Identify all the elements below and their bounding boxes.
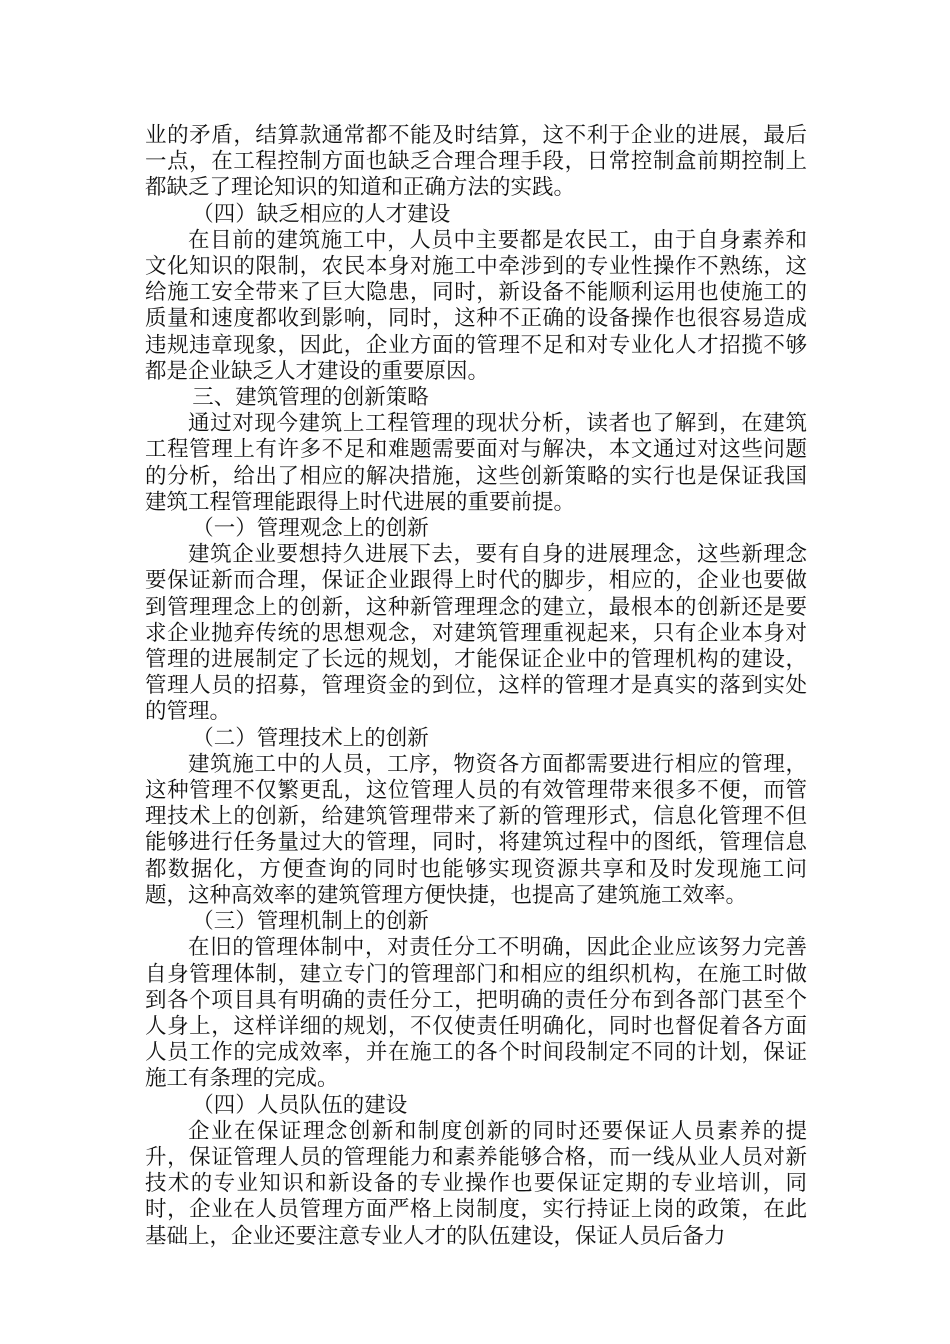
section-heading-mechanism-innovation: （三）管理机制上的创新	[192, 909, 429, 935]
paragraph: 在目前的建筑施工中，人员中主要都是农民工，由于自身素养和文化知识的限制，农民本身对施工中牵涉到的专业性操作不熟练，这给施工安全带来了巨大隐患，同时，新设备不能顺利运用也使施工的质量和速度都收到影响，同时，这种不正确的设备操作也很容易造成违规违章现象，因此，企业方面的管理不足和对专业化人才招揽不够都是企业缺乏人才建设的重要原因。	[145, 227, 807, 384]
paragraph-continuation: 业的矛盾，结算款通常都不能及时结算，这不利于企业的进展，最后一点，在工程控制方面也缺乏合理合理手段，日常控制盒前期控制上都缺乏了理论知识的知道和正确方法的实践。	[145, 123, 807, 201]
section-heading-team-building: （四）人员队伍的建设	[192, 1092, 408, 1118]
section-heading-concept-innovation: （一）管理观念上的创新	[192, 516, 429, 542]
paragraph: 通过对现今建筑上工程管理的现状分析，读者也了解到，在建筑工程管理上有许多不足和难题需要面对与解决，本文通过对这些问题的分析，给出了相应的解决措施，这些创新策略的实行也是保证我国建筑工程管理能跟得上时代进展的重要前提。	[145, 411, 807, 515]
paragraph: 建筑施工中的人员，工序，物资各方面都需要进行相应的管理，这种管理不仅繁更乱，这位管理人员的有效管理带来很多不便，而管理技术上的创新，给建筑管理带来了新的管理形式，信息化管理不但能够进行任务量过大的管理，同时，将建筑过程中的图纸，管理信息都数据化，方便查询的同时也能够实现资源共享和及时发现施工问题，这种高效率的建筑管理方便快捷，也提高了建筑施工效率。	[145, 751, 807, 908]
section-heading-lack-talent: （四）缺乏相应的人才建设	[192, 201, 451, 227]
paragraph: 企业在保证理念创新和制度创新的同时还要保证人员素养的提升，保证管理人员的管理能力和素养能够合格，而一线从业人员对新技术的专业知识和新设备的专业操作也要保证定期的专业培训，同时，企业在人员管理方面严格上岗制度，实行持证上岗的政策，在此基础上，企业还要注意专业人才的队伍建设，保证人员后备力	[145, 1118, 807, 1249]
paragraph: 建筑企业要想持久进展下去，要有自身的进展理念，这些新理念要保证新而合理，保证企业跟得上时代的脚步，相应的，企业也要做到管理理念上的创新，这种新管理理念的建立，最根本的创新还是要求企业抛弃传统的思想观念，对建筑管理重视起来，只有企业本身对管理的进展制定了长远的规划，才能保证企业中的管理机构的建设，管理人员的招募，管理资金的到位，这样的管理才是真实的落到实处的管理。	[145, 542, 807, 725]
document-page	[145, 123, 807, 1250]
section-heading-technology-innovation: （二）管理技术上的创新	[192, 725, 429, 751]
section-heading-innovation-strategy: 三、建筑管理的创新策略	[192, 385, 429, 411]
paragraph: 在旧的管理体制中，对责任分工不明确，因此企业应该努力完善自身管理体制，建立专门的管理部门和相应的组织机构，在施工时做到各个项目具有明确的责任分工，把明确的责任分布到各部门甚至个人身上，这样详细的规划，不仅使责任明确化，同时也督促着各方面人员工作的完成效率，并在施工的各个时间段制定不同的计划，保证施工有条理的完成。	[145, 935, 807, 1092]
